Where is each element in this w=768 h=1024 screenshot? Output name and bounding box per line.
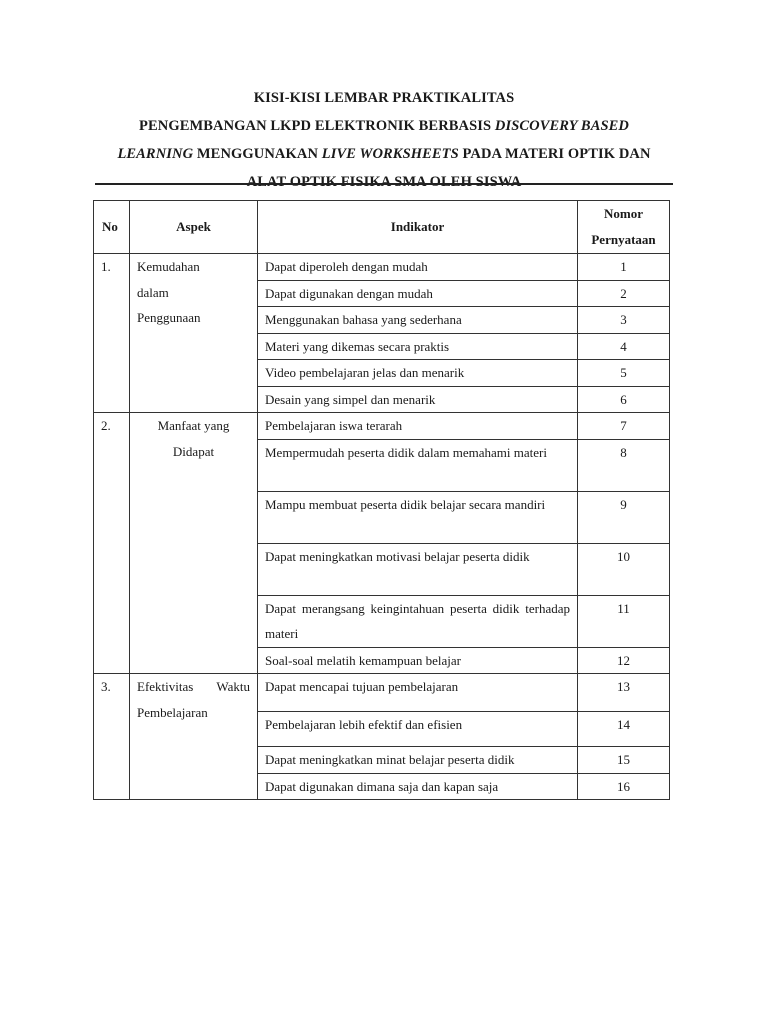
aspek-line bbox=[137, 674, 250, 700]
aspek-line: dalam bbox=[137, 284, 169, 300]
aspek-line: Manfaat yang bbox=[157, 418, 230, 433]
table-header-row bbox=[94, 201, 670, 254]
header-aspek: Aspek bbox=[130, 201, 258, 254]
row-nomor: 14 bbox=[578, 712, 670, 747]
row-nomor: 6 bbox=[578, 386, 670, 413]
header-pernyataan: Pernyataan bbox=[591, 232, 656, 247]
row-nomor: 13 bbox=[578, 674, 670, 712]
row-nomor: 15 bbox=[578, 747, 670, 774]
row-indikator: Mampu membuat peserta didik belajar secara mandiri bbox=[258, 491, 578, 543]
row-nomor: 2 bbox=[578, 280, 670, 307]
row-aspek bbox=[130, 674, 258, 800]
header-no: No bbox=[94, 201, 130, 254]
row-no: 1. bbox=[94, 254, 130, 413]
row-indikator: Pembelajaran iswa terarah bbox=[258, 413, 578, 440]
header-nomor: Nomor bbox=[604, 206, 643, 221]
row-indikator: Dapat diperoleh dengan mudah bbox=[258, 254, 578, 281]
title-line-4: ALAT OPTIK FISIKA SMA OLEH SISWA bbox=[246, 174, 522, 190]
row-indikator: Mempermudah peserta didik dalam memahami materi bbox=[258, 439, 578, 491]
title-line-3-text-2: PADA MATERI OPTIK DAN bbox=[458, 146, 651, 162]
aspek-word: Waktu bbox=[216, 679, 250, 694]
table-row bbox=[94, 674, 670, 712]
title-line-2 bbox=[95, 112, 673, 140]
row-nomor: 10 bbox=[578, 543, 670, 595]
row-no: 2. bbox=[94, 413, 130, 674]
title-line-3-text-1: MENGGUNAKAN bbox=[193, 146, 322, 162]
document-title bbox=[95, 84, 673, 196]
row-indikator: Desain yang simpel dan menarik bbox=[258, 386, 578, 413]
title-line-2-text: PENGEMBANGAN LKPD ELEKTRONIK BERBASIS bbox=[139, 118, 495, 134]
indicator-table bbox=[93, 200, 670, 800]
row-nomor: 11 bbox=[578, 595, 670, 647]
table-row bbox=[94, 413, 670, 440]
header-nomor-pernyataan bbox=[578, 201, 670, 254]
row-nomor: 8 bbox=[578, 439, 670, 491]
title-line-3-italic-2: LIVE WORKSHEETS bbox=[321, 146, 459, 162]
row-no: 3. bbox=[94, 674, 130, 800]
row-indikator: Dapat digunakan dengan mudah bbox=[258, 280, 578, 307]
row-aspek bbox=[130, 413, 258, 674]
row-nomor: 9 bbox=[578, 491, 670, 543]
title-line-3-italic-1: LEARNING bbox=[117, 146, 194, 162]
row-indikator: Dapat mencapai tujuan pembelajaran bbox=[258, 674, 578, 712]
row-nomor: 12 bbox=[578, 647, 670, 674]
row-nomor: 5 bbox=[578, 360, 670, 387]
aspek-line: Didapat bbox=[172, 443, 215, 459]
aspek-line: Penggunaan bbox=[137, 310, 201, 325]
row-indikator: Pembelajaran lebih efektif dan efisien bbox=[258, 712, 578, 747]
row-nomor: 7 bbox=[578, 413, 670, 440]
row-nomor: 16 bbox=[578, 773, 670, 800]
row-indikator: Materi yang dikemas secara praktis bbox=[258, 333, 578, 360]
title-line-1: KISI-KISI LEMBAR PRAKTIKALITAS bbox=[253, 90, 515, 106]
row-indikator: Dapat digunakan dimana saja dan kapan saja bbox=[258, 773, 578, 800]
aspek-word: Efektivitas bbox=[137, 679, 194, 694]
table-row bbox=[94, 254, 670, 281]
header-indikator: Indikator bbox=[258, 201, 578, 254]
row-nomor: 1 bbox=[578, 254, 670, 281]
title-line-2-italic: DISCOVERY BASED bbox=[494, 118, 629, 134]
title-line-3 bbox=[95, 140, 673, 168]
row-nomor: 3 bbox=[578, 307, 670, 334]
row-nomor: 4 bbox=[578, 333, 670, 360]
row-indikator: Video pembelajaran jelas dan menarik bbox=[258, 360, 578, 387]
aspek-line: Pembelajaran bbox=[137, 704, 208, 720]
title-divider bbox=[95, 183, 673, 185]
row-aspek bbox=[130, 254, 258, 413]
row-indikator: Soal-soal melatih kemampuan belajar bbox=[258, 647, 578, 674]
row-indikator: Dapat merangsang keingintahuan peserta didik terhadap materi bbox=[258, 595, 578, 647]
row-indikator: Dapat meningkatkan motivasi belajar peserta didik bbox=[258, 543, 578, 595]
aspek-line: Kemudahan bbox=[137, 259, 200, 274]
row-indikator: Dapat meningkatkan minat belajar peserta didik bbox=[258, 747, 578, 774]
row-indikator: Menggunakan bahasa yang sederhana bbox=[258, 307, 578, 334]
